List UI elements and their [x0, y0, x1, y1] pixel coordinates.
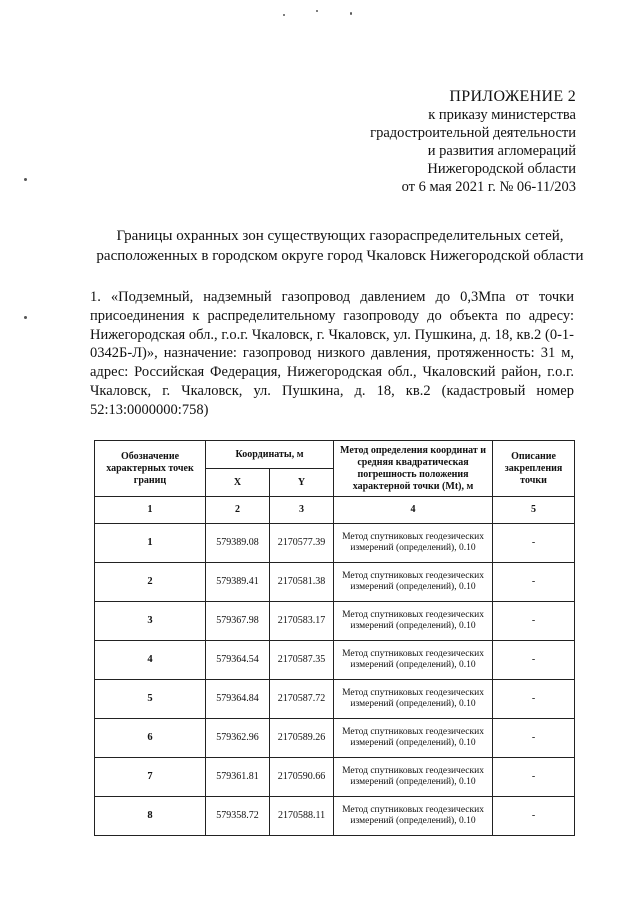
document-title-line: Границы охранных зон существующих газораспределительных сетей, [116, 228, 564, 244]
table-header-row [95, 441, 575, 469]
annex-line: и развития агломераций [427, 143, 576, 159]
description-cell: - [493, 797, 575, 836]
coord-y: 2170587.35 [270, 641, 334, 680]
coord-y: 2170577.39 [270, 524, 334, 563]
coord-y: 2170581.38 [270, 563, 334, 602]
description-cell: - [493, 758, 575, 797]
coordinates-table [94, 440, 575, 836]
column-index-row [95, 497, 575, 524]
coord-x: 579358.72 [206, 797, 270, 836]
column-index: 1 [95, 497, 206, 524]
column-index: 4 [334, 497, 493, 524]
column-index: 3 [270, 497, 334, 524]
point-number: 8 [95, 797, 206, 836]
table-row [95, 680, 575, 719]
table-row [95, 758, 575, 797]
description-cell: - [493, 524, 575, 563]
point-number: 2 [95, 563, 206, 602]
coord-x: 579364.54 [206, 641, 270, 680]
column-index: 2 [206, 497, 270, 524]
column-index: 5 [493, 497, 575, 524]
annex-line: к приказу министерства [428, 107, 576, 123]
method-cell: Метод спутниковых геодезических измерений (определений), 0.10 [334, 719, 493, 758]
point-number: 4 [95, 641, 206, 680]
description-cell: - [493, 719, 575, 758]
method-cell: Метод спутниковых геодезических измерений (определений), 0.10 [334, 524, 493, 563]
coord-x: 579361.81 [206, 758, 270, 797]
coord-x: 579364.84 [206, 680, 270, 719]
annex-line: Нижегородской области [427, 161, 576, 177]
table-row [95, 602, 575, 641]
scan-speck [316, 10, 318, 12]
coord-x: 579389.41 [206, 563, 270, 602]
table-row [95, 641, 575, 680]
annex-line: от 6 мая 2021 г. № 06-11/203 [401, 179, 576, 195]
header-x: X [206, 469, 270, 497]
document-title-line: расположенных в городском округе город Чкаловск Нижегородской области [96, 248, 584, 264]
coord-x: 579367.98 [206, 602, 270, 641]
coord-y: 2170590.66 [270, 758, 334, 797]
header-method: Метод определения координат и средняя квадратическая погрешность положения характерной точки (Mt), м [334, 441, 493, 497]
method-cell: Метод спутниковых геодезических измерений (определений), 0.10 [334, 563, 493, 602]
point-number: 1 [95, 524, 206, 563]
point-number: 5 [95, 680, 206, 719]
description-cell: - [493, 641, 575, 680]
method-cell: Метод спутниковых геодезических измерений (определений), 0.10 [334, 758, 493, 797]
scan-speck [24, 316, 27, 319]
method-cell: Метод спутниковых геодезических измерений (определений), 0.10 [334, 680, 493, 719]
annex-block [370, 88, 576, 196]
scan-speck [350, 12, 352, 15]
coord-x: 579389.08 [206, 524, 270, 563]
table-row [95, 719, 575, 758]
coord-y: 2170587.72 [270, 680, 334, 719]
description-cell: - [493, 680, 575, 719]
table-row [95, 797, 575, 836]
coord-y: 2170583.17 [270, 602, 334, 641]
document-title [70, 226, 610, 266]
annex-title: ПРИЛОЖЕНИЕ 2 [449, 88, 576, 105]
coord-x: 579362.96 [206, 719, 270, 758]
header-y: Y [270, 469, 334, 497]
annex-line: градостроительной деятельности [370, 125, 576, 141]
coord-y: 2170588.11 [270, 797, 334, 836]
coord-y: 2170589.26 [270, 719, 334, 758]
description-cell: - [493, 602, 575, 641]
method-cell: Метод спутниковых геодезических измерений (определений), 0.10 [334, 641, 493, 680]
point-number: 7 [95, 758, 206, 797]
method-cell: Метод спутниковых геодезических измерений (определений), 0.10 [334, 602, 493, 641]
table-row [95, 563, 575, 602]
scan-speck [24, 178, 27, 181]
method-cell: Метод спутниковых геодезических измерений (определений), 0.10 [334, 797, 493, 836]
scan-speck [283, 14, 285, 16]
item-paragraph: 1. «Подземный, надземный газопровод давлением до 0,3Мпа от точки присоединения к распределительному газопроводу до объекта по адресу: Нижегородская обл., г.о.г. Чкаловск, г. Чкаловск, ул. Пушкина, д. 18, кв.2 (0-1-0342Б-Л)», назначение: газопровод низкого давления, протяженность: 31 м, адрес: Российская Федерация, Нижегородская обл., Чкаловский район, г.о.г. Чкаловск, г. Чкаловск, ул. Пушкина, д. 18, кв.2 (кадастровый номер 52:13:0000000:758) [90, 289, 574, 418]
header-coordinates: Координаты, м [206, 441, 334, 469]
point-number: 3 [95, 602, 206, 641]
description-cell: - [493, 563, 575, 602]
point-number: 6 [95, 719, 206, 758]
header-description: Описание закрепления точки [493, 441, 575, 497]
header-point-designation: Обозначение характерных точек границ [95, 441, 206, 497]
table-row [95, 524, 575, 563]
